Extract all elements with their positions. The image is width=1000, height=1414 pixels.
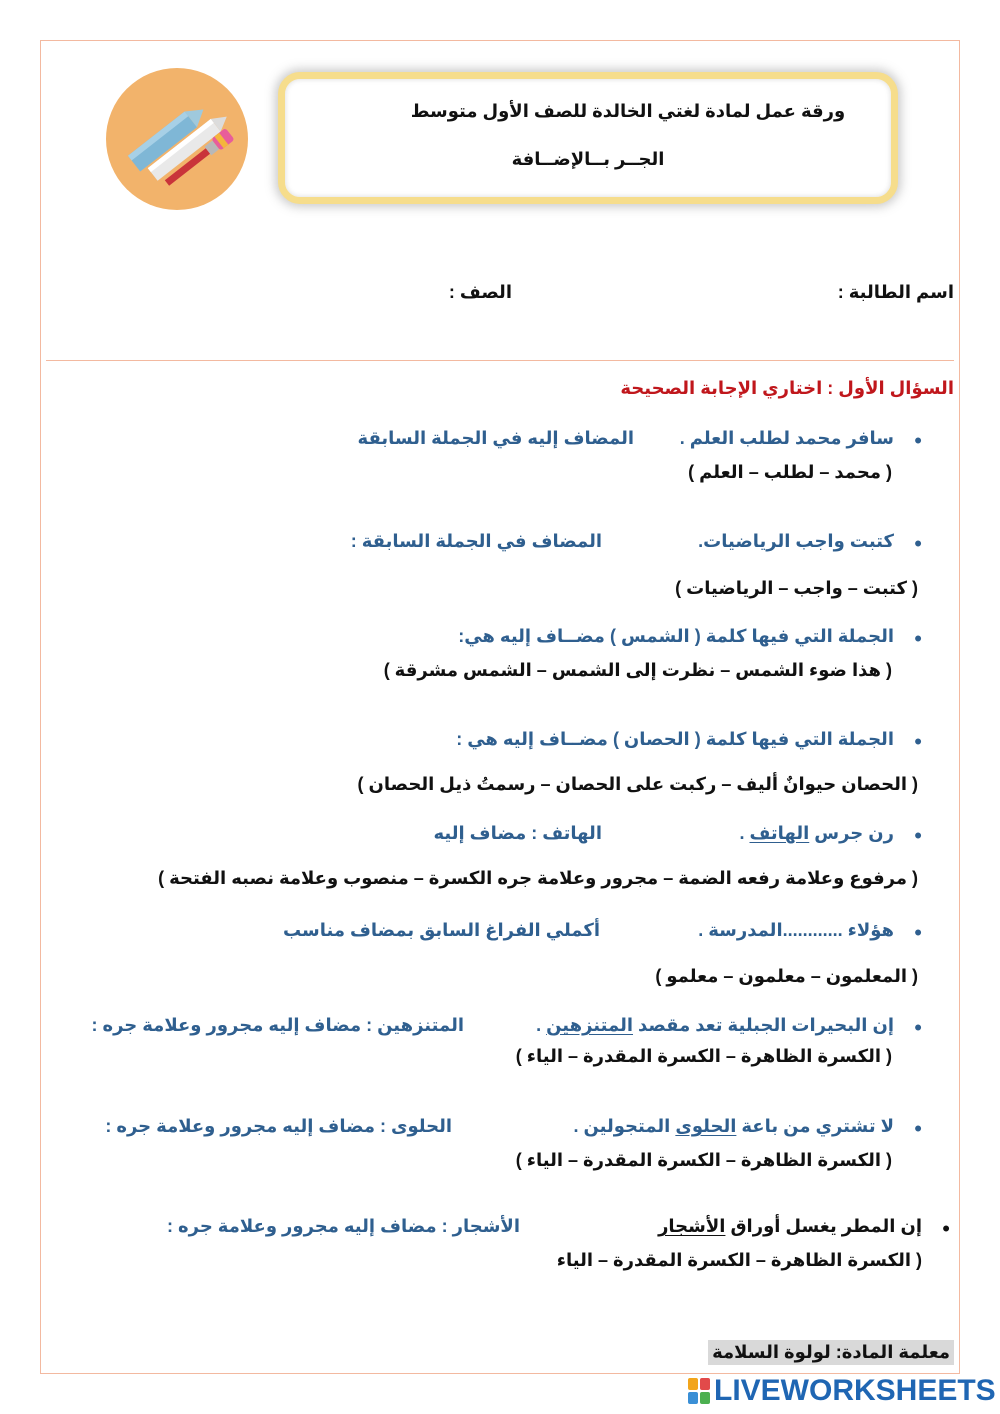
class-label: الصف : [448, 282, 512, 302]
q5-options[interactable]: ( مرفوع وعلامة رفعه الضمة – مجرور وعلامة جره الكسرة – منصوب وعلامة نصبه الفتحة ) [158, 868, 918, 888]
q2-options[interactable]: ( كتبت – واجب – الرياضيات ) [675, 578, 918, 598]
liveworksheets-logo [688, 1374, 996, 1408]
bullet-icon: • [914, 920, 922, 945]
q8-options[interactable]: ( الكسرة الظاهرة – الكسرة المقدرة – الياء ) [515, 1150, 892, 1170]
q8-prompt: الحلوى : مضاف إليه مجرور وعلامة جره : [105, 1116, 452, 1136]
art-supplies-icon [98, 68, 256, 210]
bullet-icon: • [914, 1116, 922, 1141]
q5-sentence [739, 823, 894, 844]
q7-sentence-pre: إن البحيرات الجبلية تعد مقصد [633, 1015, 894, 1035]
q8-underlined-word: الحلوى [675, 1116, 737, 1136]
brand-name: LIVEWORKSHEETS [714, 1374, 996, 1407]
q6-sentence: هؤلاء ............المدرسة . [698, 920, 894, 940]
title-box [278, 72, 898, 204]
q9-sentence-pre: إن المطر يغسل أوراق [725, 1216, 922, 1236]
q6-prompt: أكملي الفراغ السابق بمضاف مناسب [282, 920, 600, 940]
q4-options[interactable]: ( الحصان حيوانٌ أليف – ركبت على الحصان – رسمتُ ذيل الحصان ) [357, 774, 918, 794]
page-border [40, 40, 960, 1374]
liveworksheets-logo-icon [688, 1378, 710, 1404]
bullet-icon: • [914, 823, 922, 848]
q7-underlined-word: المتنزهين [546, 1015, 633, 1035]
bullet-icon: • [914, 531, 922, 556]
q7-sentence-post: . [536, 1015, 547, 1035]
q4-prompt: الجملة التي فيها كلمة ( الحصان ) مضــاف إليه هي : [456, 729, 894, 749]
q8-sentence-post: المتجولين . [573, 1116, 676, 1136]
q5-sentence-post: . [739, 823, 750, 843]
q6-options[interactable]: ( المعلمون – معلمون – معلمو ) [655, 966, 918, 986]
bullet-icon: • [914, 1015, 922, 1040]
q9-prompt: الأشجار : مضاف إليه مجرور وعلامة جره : [167, 1216, 520, 1236]
q7-prompt: المتنزهين : مضاف إليه مجرور وعلامة جره : [91, 1015, 464, 1035]
q2-sentence: كتبت واجب الرياضيات. [698, 531, 894, 551]
q5-prompt: الهاتف : مضاف إليه [433, 823, 602, 843]
q9-sentence [658, 1216, 922, 1237]
q2-prompt: المضاف في الجملة السابقة : [350, 531, 602, 551]
q7-sentence [536, 1015, 894, 1036]
q9-options[interactable]: ( الكسرة الظاهرة – الكسرة المقدرة – الياء [556, 1250, 922, 1270]
bullet-icon: • [942, 1216, 950, 1241]
q1-prompt: المضاف إليه في الجملة السابقة [357, 428, 634, 448]
q8-sentence [573, 1116, 894, 1137]
bullet-icon: • [914, 428, 922, 453]
q5-underlined-word: الهاتف [749, 823, 810, 843]
q1-sentence: سافر محمد لطلب العلم . [679, 428, 894, 448]
q5-sentence-pre: رن جرس [809, 823, 894, 843]
bullet-icon: • [914, 729, 922, 754]
q8-sentence-pre: لا تشتري من باعة [736, 1116, 894, 1136]
q1-options[interactable]: ( محمد – لطلب – العلم ) [688, 462, 892, 482]
section-title: السؤال الأول : اختاري الإجابة الصحيحة [620, 378, 954, 398]
lesson-title: الجــر بــالإضــافة [511, 149, 665, 169]
bullet-icon: • [914, 626, 922, 651]
q3-prompt: الجملة التي فيها كلمة ( الشمس ) مضــاف إليه هي: [458, 626, 894, 646]
student-name-label: اسم الطالبة : [837, 282, 954, 302]
worksheet-title: ورقة عمل لمادة لغتي الخالدة للصف الأول متوسط [410, 101, 846, 121]
q7-options[interactable]: ( الكسرة الظاهرة – الكسرة المقدرة – الياء ) [515, 1046, 892, 1066]
q9-underlined-word: الأشجار [658, 1216, 726, 1236]
teacher-name: معلمة المادة: لولوة السلامة [708, 1340, 954, 1365]
q3-options[interactable]: ( هذا ضوء الشمس – نظرت إلى الشمس – الشمس مشرقة ) [383, 660, 892, 680]
divider [46, 360, 954, 361]
